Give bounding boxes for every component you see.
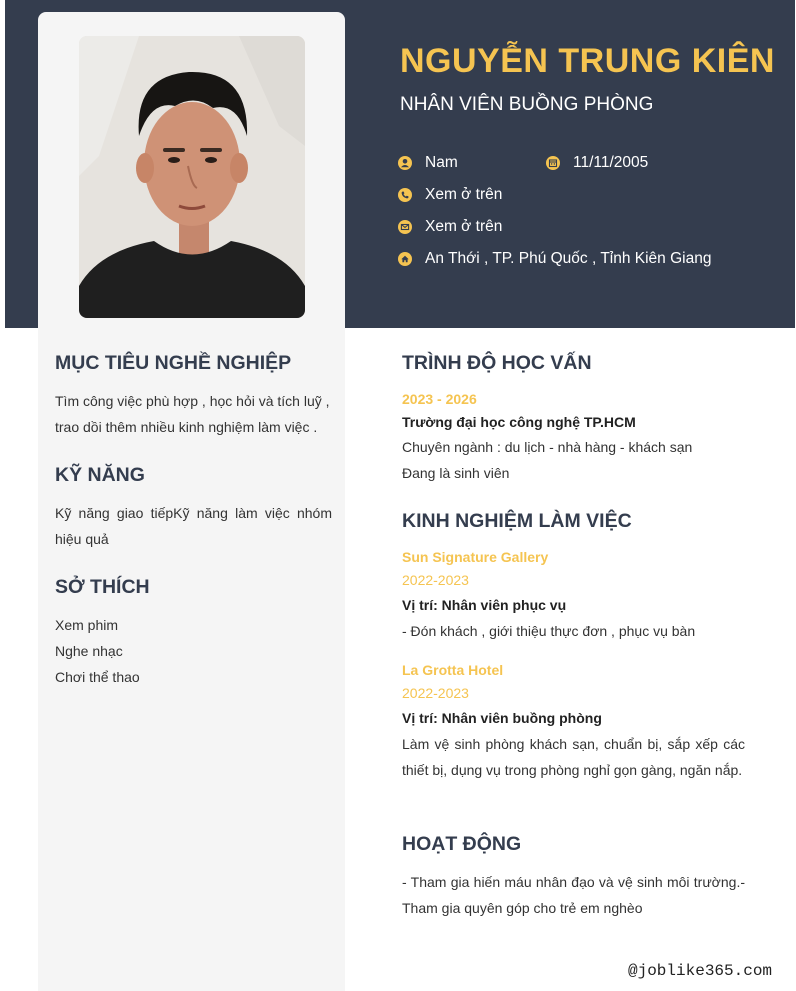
address-value: An Thới , TP. Phú Quốc , Tỉnh Kiên Giang <box>425 250 712 267</box>
profile-photo <box>79 36 305 318</box>
birthdate-row <box>546 154 648 172</box>
calendar-icon <box>546 156 560 170</box>
objective-text: Tìm công việc phù hợp , học hỏi và tích luỹ , trao dồi thêm nhiều kinh nghiệm làm việc . <box>55 393 330 435</box>
user-icon <box>398 156 412 170</box>
phone-icon <box>398 188 412 202</box>
phone-row <box>398 186 502 204</box>
job-company: La Grotta Hotel <box>402 662 504 678</box>
candidate-name: NGUYỄN TRUNG KIÊN <box>400 42 775 80</box>
email-value: Xem ở trên <box>425 218 503 235</box>
education-status: Đang là sinh viên <box>402 465 510 481</box>
education-period: 2023 - 2026 <box>402 391 477 407</box>
phone-value: Xem ở trên <box>425 186 503 203</box>
job-description: Làm vệ sinh phòng khách sạn, chuẩn bị, sắp xếp các thiết bị, dụng vụ trong phòng nghỉ gọn gàng, ngăn nắp. <box>402 736 745 778</box>
skills-title: KỸ NĂNG <box>55 464 145 486</box>
objective-title: MỤC TIÊU NGHỀ NGHIỆP <box>55 352 292 374</box>
email-row <box>398 218 502 236</box>
envelope-icon <box>398 220 412 234</box>
education-school: Trường đại học công nghệ TP.HCM <box>402 414 636 430</box>
hobby-item: Chơi thể thao <box>55 669 140 685</box>
address-row <box>398 250 711 268</box>
gender-row <box>398 154 458 172</box>
job-company: Sun Signature Gallery <box>402 549 549 565</box>
activities-title: HOẠT ĐỘNG <box>402 833 522 855</box>
watermark: @joblike365.com <box>628 962 773 980</box>
job-position: Vị trí: Nhân viên phục vụ <box>402 597 567 613</box>
job-position: Vị trí: Nhân viên buồng phòng <box>402 710 602 726</box>
job-period: 2022-2023 <box>402 572 469 588</box>
activities-text: - Tham gia hiến máu nhân đạo và vệ sinh môi trường.- Tham gia quyên góp cho trẻ em nghèo <box>402 874 745 916</box>
hobbies-title: SỞ THÍCH <box>55 576 150 598</box>
birthdate-value: 11/11/2005 <box>573 154 649 171</box>
education-title: TRÌNH ĐỘ HỌC VẤN <box>402 352 592 374</box>
hobby-item: Xem phim <box>55 617 119 633</box>
job-period: 2022-2023 <box>402 685 469 701</box>
skills-text: Kỹ năng giao tiếpKỹ năng làm việc nhóm hiệu quả <box>55 505 332 547</box>
job-title: NHÂN VIÊN BUỒNG PHÒNG <box>400 94 654 115</box>
hobby-item: Nghe nhạc <box>55 643 123 659</box>
education-major: Chuyên ngành : du lịch - nhà hàng - khách sạn <box>402 439 693 455</box>
home-icon <box>398 252 412 266</box>
experience-title: KINH NGHIỆM LÀM VIỆC <box>402 510 632 532</box>
job-description: - Đón khách , giới thiệu thực đơn , phục vụ bàn <box>402 623 696 639</box>
gender-value: Nam <box>425 154 458 171</box>
